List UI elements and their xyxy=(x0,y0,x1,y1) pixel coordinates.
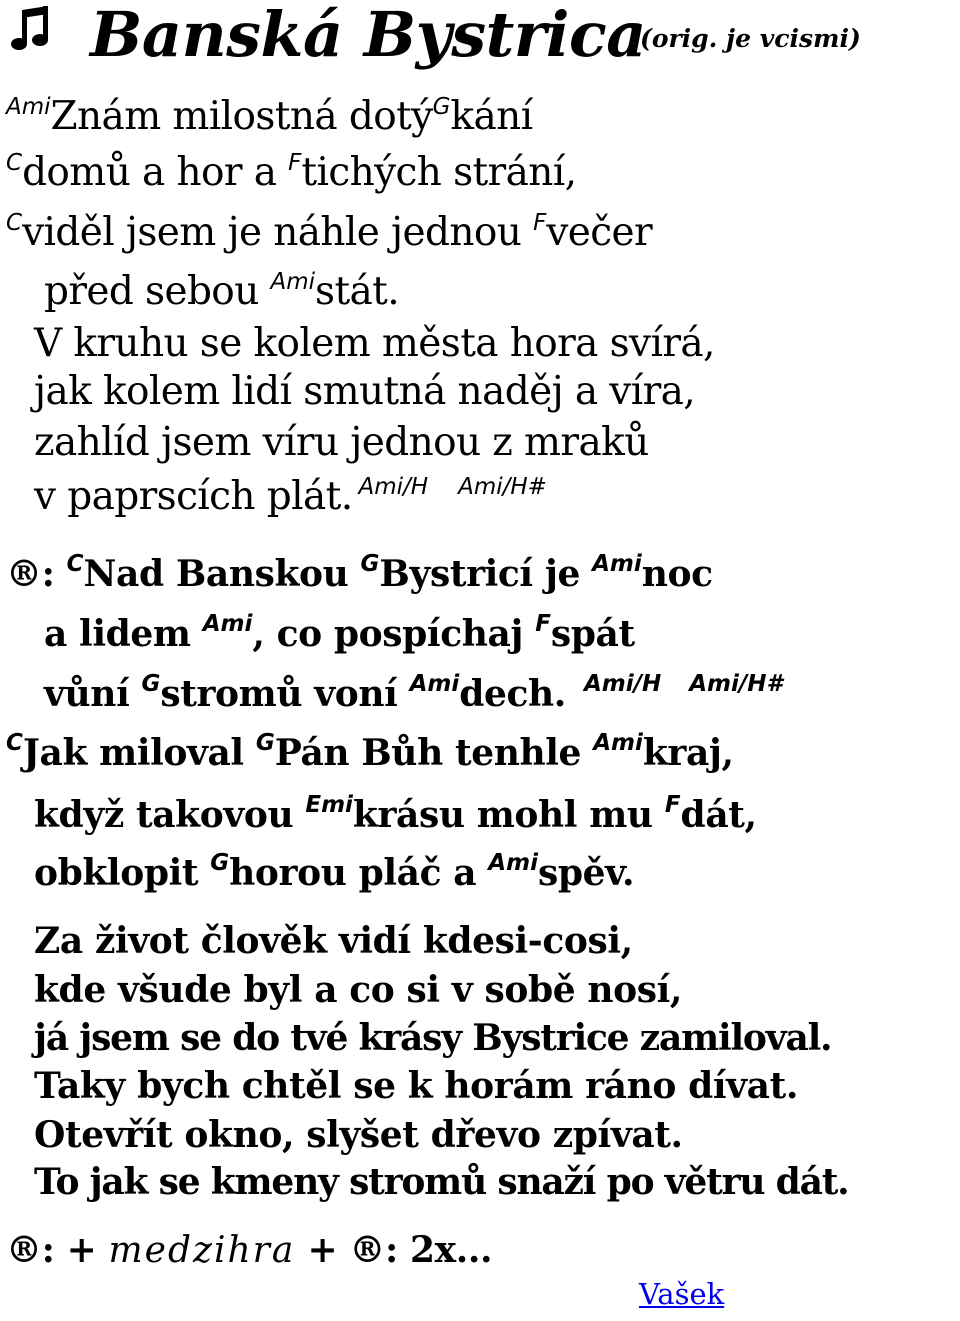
chord: G xyxy=(210,850,230,876)
verse1-line: zahlíd jsem víru jednou z mraků xyxy=(34,420,649,465)
chord: Ami xyxy=(6,94,51,120)
repeat-count: : 2x... xyxy=(385,1229,493,1271)
lyric: Znám milostná dotý xyxy=(50,94,433,139)
chord: Ami xyxy=(270,269,316,295)
chord: F xyxy=(288,150,302,176)
verse2-line: Taky bych chtěl se k horám ráno dívat. xyxy=(34,1065,798,1107)
chord: F xyxy=(535,611,551,637)
lyric: , co pospíchaj xyxy=(252,613,536,655)
song-subtitle: (orig. je vcismi) xyxy=(640,24,861,53)
verse2-line: já jsem se do tvé krásy Bystrice zamiloval. xyxy=(34,1017,832,1059)
chord: Ami/H# xyxy=(689,671,783,697)
lyric: tichých strání, xyxy=(301,150,577,195)
lyric: viděl jsem je náhle jednou xyxy=(22,210,534,255)
chorus-line xyxy=(34,792,757,836)
lyric: kraj, xyxy=(642,732,734,774)
music-note-icon xyxy=(10,4,54,54)
lyric: + xyxy=(295,1229,350,1271)
verse1-line xyxy=(6,94,533,139)
chorus-line xyxy=(34,850,635,894)
lyric: : + xyxy=(41,1229,109,1271)
author-link[interactable]: Vašek xyxy=(639,1277,725,1311)
interlude-label: medzihra xyxy=(108,1230,296,1271)
lyric: stromů voní xyxy=(160,673,410,715)
lyric: spěv. xyxy=(537,852,635,894)
chord: Ami xyxy=(593,730,643,756)
chord: Ami/H# xyxy=(458,474,547,500)
chord: G xyxy=(141,671,161,697)
lyric: domů a hor a xyxy=(22,150,289,195)
verse1-line xyxy=(44,269,400,314)
lyric: dát, xyxy=(680,794,757,836)
lyric: dech. xyxy=(459,673,566,715)
lyric: v paprscích plát. xyxy=(34,474,353,519)
chord: Ami/H xyxy=(583,671,662,697)
chord: Ami xyxy=(202,611,253,637)
chord: Ami xyxy=(592,551,642,577)
lyric: noc xyxy=(641,553,713,595)
chord: G xyxy=(432,94,451,120)
song-title: Banská Bystrica xyxy=(90,0,646,71)
verse2-line: Otevřít okno, slyšet dřevo zpívat. xyxy=(34,1114,683,1156)
chord: Ami xyxy=(409,671,460,697)
chord: C xyxy=(6,210,23,236)
lyric: spát xyxy=(550,613,635,655)
verse1-line xyxy=(6,210,653,255)
chord: G xyxy=(360,551,380,577)
chorus-line xyxy=(44,611,635,655)
chord: C xyxy=(66,551,84,577)
lyric: Pán Bůh tenhle xyxy=(274,732,594,774)
verse2-line: To jak se kmeny stromů snaží po větru dát. xyxy=(34,1161,849,1203)
lyric: horou pláč a xyxy=(229,852,489,894)
lyric: vůní xyxy=(44,673,142,715)
chorus-line xyxy=(6,551,713,595)
lyric: Bystricí je xyxy=(379,553,593,595)
lyric: před sebou xyxy=(44,269,271,314)
lyric: krásu mohl mu xyxy=(352,794,665,836)
lyric: večer xyxy=(546,210,653,255)
chord: G xyxy=(255,730,275,756)
chorus-line xyxy=(44,671,783,715)
verse1-line: jak kolem lidí smutná naděj a víra, xyxy=(34,369,696,414)
lyric: obklopit xyxy=(34,852,211,894)
verse1-line: V kruhu se kolem města hora svírá, xyxy=(34,321,715,366)
lyric: kání xyxy=(450,94,533,139)
verse1-line xyxy=(34,474,547,519)
refrain-mark: ® xyxy=(349,1229,385,1271)
refrain-mark: ® xyxy=(6,1229,42,1271)
chord: Ami xyxy=(488,850,538,876)
lyric: Jak miloval xyxy=(22,732,256,774)
chord: C xyxy=(6,150,23,176)
chord: Emi xyxy=(305,792,353,818)
chord: F xyxy=(533,210,547,236)
lyric: stát. xyxy=(315,269,400,314)
lyric: : xyxy=(41,553,67,595)
lyric: Nad Banskou xyxy=(83,553,361,595)
ending-line xyxy=(6,1229,493,1271)
verse1-line xyxy=(6,150,577,195)
lyric: když takovou xyxy=(34,794,306,836)
verse2-line: kde všude byl a co si v sobě nosí, xyxy=(34,969,683,1011)
chord: F xyxy=(664,792,681,818)
refrain-mark: ® xyxy=(6,553,42,595)
chorus-line xyxy=(6,730,734,774)
chord: C xyxy=(6,730,23,756)
verse2-line: Za život člověk vidí kdesi-cosi, xyxy=(34,920,633,962)
chord: Ami/H xyxy=(358,474,429,500)
lyric: a lidem xyxy=(44,613,203,655)
